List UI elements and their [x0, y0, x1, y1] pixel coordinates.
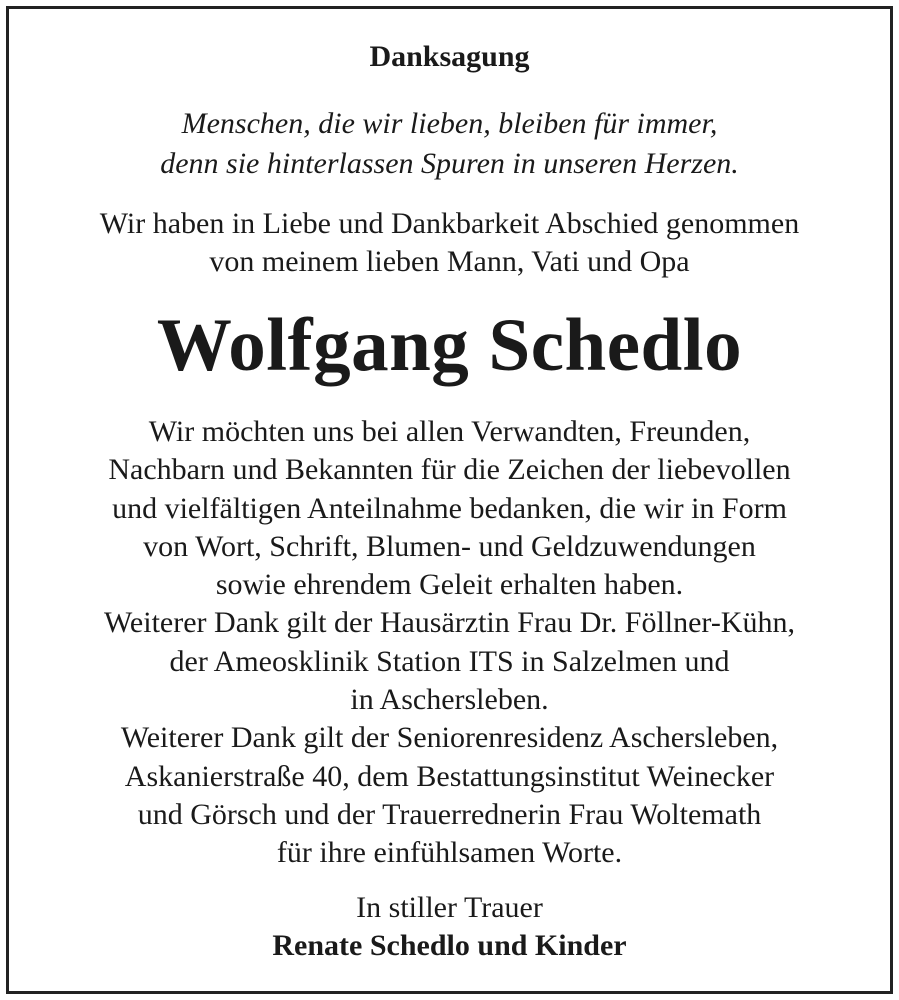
- intro-line: Wir haben in Liebe und Dankbarkeit Abschied genommen: [99, 207, 800, 240]
- signature: Renate Schedlo und Kinder: [272, 929, 627, 962]
- body-line: Weiterer Dank gilt der Hausärztin Frau Dr. Föllner-Kühn,: [104, 606, 795, 640]
- body-line: sowie ehrendem Geleit erhalten haben.: [215, 568, 684, 602]
- quote-line: Menschen, die wir lieben, bleiben für immer,: [181, 107, 718, 140]
- quote-line: denn sie hinterlassen Spuren in unseren Herzen.: [160, 147, 739, 180]
- body-line: Weiterer Dank gilt der Seniorenresidenz Aschersleben,: [120, 721, 779, 755]
- notice-title: Danksagung: [369, 40, 530, 73]
- body-line: und Görsch und der Trauerrednerin Frau Woltemath: [137, 797, 762, 831]
- closing-phrase: In stiller Trauer: [356, 891, 543, 924]
- thanks-body: [9, 413, 890, 873]
- body-line: von Wort, Schrift, Blumen- und Geldzuwendungen: [143, 529, 756, 563]
- intro-text: [9, 205, 890, 281]
- body-line: für ihre einfühlsamen Worte.: [276, 836, 623, 870]
- body-line: Askanierstraße 40, dem Bestattungsinstitut Weinecker: [124, 759, 775, 793]
- intro-line: von meinem lieben Mann, Vati und Opa: [209, 245, 690, 278]
- body-line: und vielfältigen Anteilnahme bedanken, die wir in Form: [112, 491, 787, 525]
- deceased-name: Wolfgang Schedlo: [156, 304, 743, 387]
- closing-block: [9, 889, 890, 965]
- body-line: Nachbarn und Bekannten für die Zeichen der liebevollen: [108, 453, 791, 487]
- body-line: der Ameosklinik Station ITS in Salzelmen und: [169, 644, 730, 678]
- notice-frame: [6, 6, 893, 994]
- body-line: in Aschersleben.: [350, 683, 549, 717]
- memorial-quote: [9, 104, 890, 184]
- notice-content: [9, 9, 890, 991]
- body-line: Wir möchten uns bei allen Verwandten, Freunden,: [148, 415, 751, 448]
